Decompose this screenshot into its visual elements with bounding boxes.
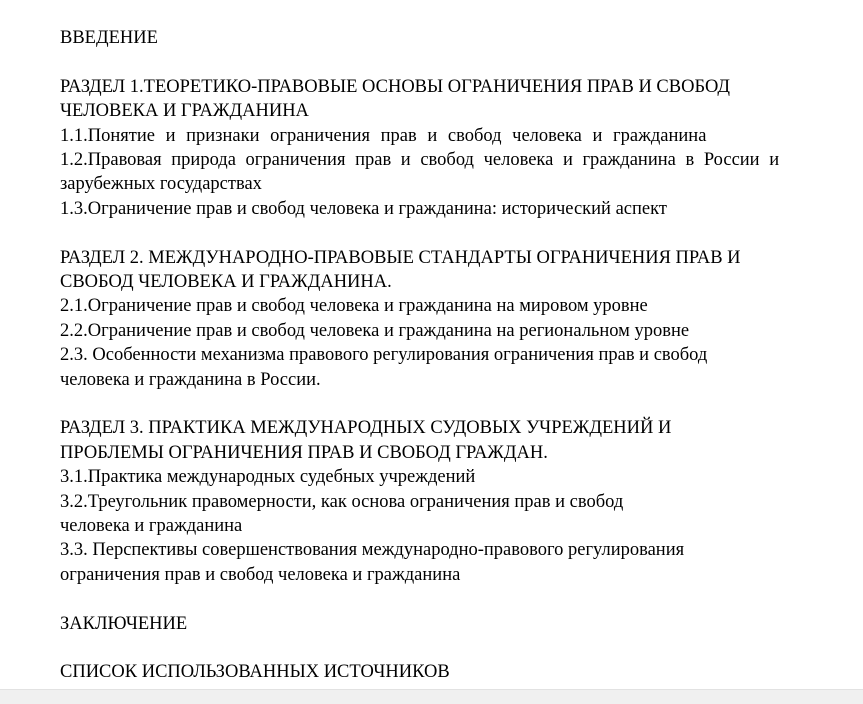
section-3-title-line-1: РАЗДЕЛ 3. ПРАКТИКА МЕЖДУНАРОДНЫХ СУДОВЫХ УЧРЕЖДЕНИЙ И xyxy=(60,418,672,439)
toc-item-2-3-cont: человека и гражданина в России. xyxy=(60,369,321,390)
toc-section-1 xyxy=(60,75,856,221)
toc-item-1-3: 1.3.Ограничение прав и свобод человека и гражданина: исторический аспект xyxy=(60,198,667,219)
section-3-title-line-2: ПРОБЛЕМЫ ОГРАНИЧЕНИЯ ПРАВ И СВОБОД ГРАЖДАН. xyxy=(60,442,548,463)
toc-item-1-2: 1.2.Правовая природа ограничения прав и свобод человека и гражданина в России и xyxy=(60,150,780,171)
spacer xyxy=(60,50,856,74)
toc-item-3-3: 3.3. Перспективы совершенствования международно-правового регулирования xyxy=(60,540,685,561)
toc-item-3-2-cont: человека и гражданина xyxy=(60,516,243,537)
toc-introduction: ВВЕДЕНИЕ xyxy=(60,28,158,48)
section-1-title-line-1: РАЗДЕЛ 1.ТЕОРЕТИКО-ПРАВОВЫЕ ОСНОВЫ ОГРАНИЧЕНИЯ ПРАВ И СВОБОД xyxy=(60,76,731,97)
toc-item-2-1: 2.1.Ограничение прав и свобод человека и гражданина на мировом уровне xyxy=(60,296,648,317)
spacer xyxy=(60,392,856,416)
section-2-title-line-1: РАЗДЕЛ 2. МЕЖДУНАРОДНО-ПРАВОВЫЕ СТАНДАРТЫ ОГРАНИЧЕНИЯ ПРАВ И xyxy=(60,247,741,268)
spacer xyxy=(60,221,856,245)
toc-section-3 xyxy=(60,416,856,587)
toc-sources: СПИСОК ИСПОЛЬЗОВАННЫХ ИСТОЧНИКОВ xyxy=(60,662,450,683)
section-1-title-line-2: ЧЕЛОВЕКА И ГРАЖДАНИНА xyxy=(60,101,309,122)
toc-item-2-3: 2.3. Особенности механизма правового регулирования ограничения прав и свобод xyxy=(60,345,708,366)
spacer xyxy=(60,636,856,660)
spacer xyxy=(60,587,856,611)
toc-conclusion: ЗАКЛЮЧЕНИЕ xyxy=(60,613,188,634)
toc-item-3-2: 3.2.Треугольник правомерности, как основа ограничения прав и свобод xyxy=(60,491,624,512)
section-2-title-line-2: СВОБОД ЧЕЛОВЕКА И ГРАЖДАНИНА. xyxy=(60,272,392,293)
toc-item-2-2: 2.2.Ограничение прав и свобод человека и гражданина на региональном уровне xyxy=(60,320,690,341)
toc-item-3-1: 3.1.Практика международных судебных учреждений xyxy=(60,467,476,488)
toc-item-1-2-cont: зарубежных государствах xyxy=(60,174,262,195)
toc-item-1-1: 1.1.Понятие и признаки ограничения прав и свобод человека и гражданина xyxy=(60,125,707,146)
window-bottom-bar xyxy=(0,689,863,704)
toc-section-2 xyxy=(60,246,856,392)
toc-item-3-3-cont: ограничения прав и свобод человека и гражданина xyxy=(60,564,461,585)
table-of-contents xyxy=(60,26,856,685)
